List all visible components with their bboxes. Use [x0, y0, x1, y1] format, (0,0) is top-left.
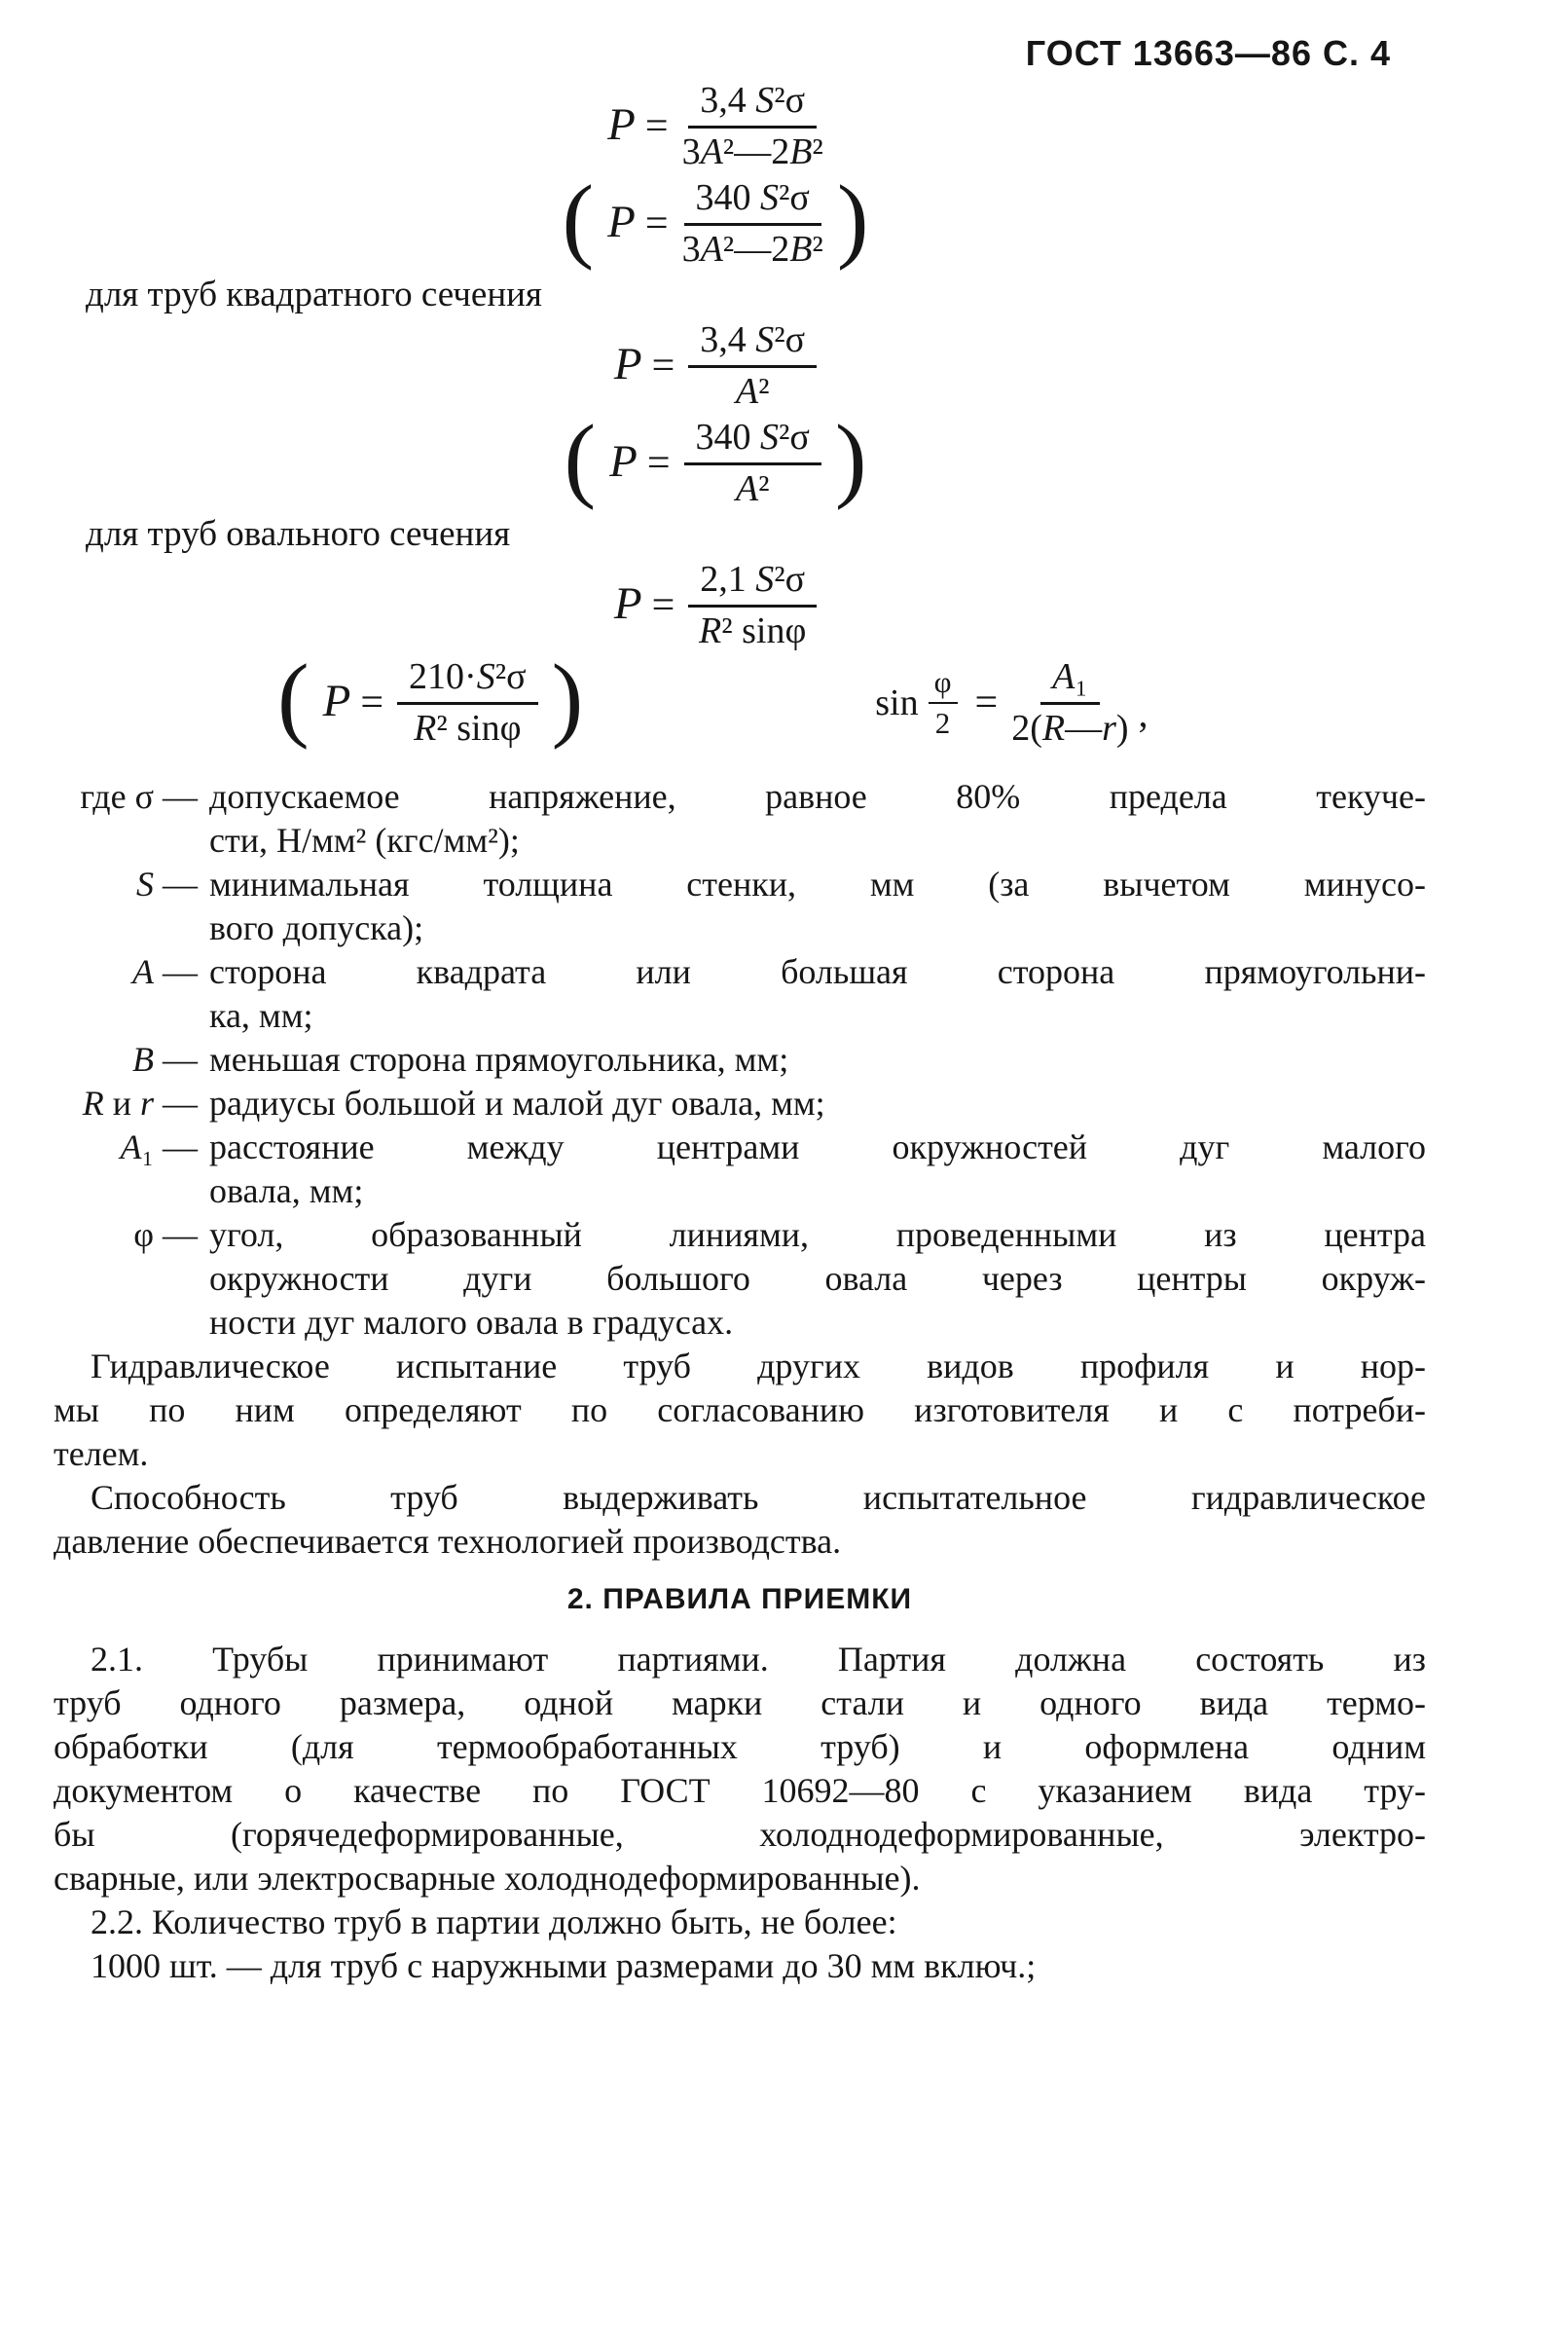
paragraph-line: документом о качестве по ГОСТ 10692—80 с указанием вида тру- [54, 1771, 1426, 1810]
paragraph [54, 1638, 1426, 1901]
open-paren: ( [564, 406, 597, 511]
definition-row [54, 1213, 1426, 1345]
paragraph-line: обработки (для термообработанных труб) и оформлена одним [54, 1727, 1426, 1766]
paragraph [54, 1345, 1426, 1476]
body-paragraphs [54, 1345, 1426, 1564]
formula-row [54, 557, 1377, 654]
paragraph-line: 2.2. Количество труб в партии должно быть, не более: [91, 1902, 897, 1941]
fraction-numerator: A₁ [1040, 656, 1099, 705]
fraction [682, 177, 823, 271]
fraction-numerator: 340 S²σ [684, 177, 821, 226]
formula-lhs: P [613, 578, 642, 629]
formula-label: для труб овального сечения [86, 514, 511, 554]
definition-line: вого допуска); [209, 908, 424, 947]
formula-blocks [54, 78, 1377, 654]
definition-row [54, 1038, 1426, 1082]
fraction [682, 80, 823, 173]
definition-term: R и r — [82, 1084, 198, 1123]
paragraph [54, 1476, 1426, 1564]
open-paren: ( [562, 166, 595, 272]
sin-function-name: sin [875, 683, 919, 723]
paragraph-line: телем. [54, 1434, 149, 1473]
fraction [684, 417, 821, 510]
paragraph-line: давление обеспечивается технологией производства. [54, 1522, 842, 1561]
fraction [688, 319, 817, 413]
symbol-definitions [54, 775, 1426, 1345]
definition-line: сторона квадрата или большая сторона прямоугольни- [209, 952, 1426, 991]
definition-line: угол, образованный линиями, проведенными из центра [209, 1215, 1426, 1254]
formula-row [54, 317, 1377, 415]
definition-term: A₁ — [120, 1127, 198, 1166]
fraction-denominator: A² [735, 370, 770, 412]
formula [564, 406, 867, 511]
formula-lhs: P [607, 197, 636, 247]
formula-lhs: P [613, 339, 642, 389]
fraction-numerator: 3,4 S²σ [688, 80, 817, 129]
paragraph-line: Способность труб выдерживать испытательное гидравлическое [91, 1478, 1426, 1517]
close-paren: ) [836, 166, 869, 272]
formula [277, 646, 584, 751]
equals-sign: = [644, 202, 669, 246]
fraction-denominator: R² sinφ [699, 609, 807, 651]
definition-term: B — [132, 1040, 198, 1079]
paragraph-line: бы (горячедеформированные, холоднодеформированные, электро- [54, 1815, 1426, 1854]
equals-sign: = [651, 583, 675, 628]
definition-term: S — [136, 865, 198, 904]
formula-lhs: P [322, 676, 351, 726]
fraction-numerator: 340 S²σ [684, 417, 821, 465]
page-content [54, 0, 1426, 1988]
formula [607, 80, 823, 173]
equals-sign: = [646, 441, 671, 486]
fraction-numerator: 3,4 S²σ [688, 319, 817, 368]
definition-line: сти, Н/мм² (кгс/мм²); [209, 821, 520, 860]
formula-row [54, 406, 1377, 512]
angle-fraction [929, 666, 958, 739]
equals-sign: = [651, 344, 675, 388]
formula [614, 319, 817, 413]
fraction-denominator: A² [735, 467, 770, 509]
definition-body [209, 1126, 1426, 1213]
paragraph-line: мы по ним определяют по согласованию изготовителя и с потреби- [54, 1390, 1426, 1429]
definition-line: минимальная толщина стенки, мм (за вычетом минусо- [209, 865, 1426, 904]
paragraph-line: 2.1. Трубы принимают партиями. Партия должна состоять из [91, 1640, 1426, 1679]
paragraph [54, 1944, 1426, 1988]
close-paren: ) [551, 646, 584, 751]
page-number-header: ГОСТ 13663—86 С. 4 [1025, 33, 1391, 73]
fraction [397, 656, 538, 750]
definition-body [209, 1038, 1426, 1082]
formula-row [54, 78, 1377, 175]
fraction-numerator: 2,1 S²σ [688, 559, 817, 608]
definition-row [54, 1082, 1426, 1126]
definition-line: овала, мм; [209, 1171, 364, 1210]
definition-line: расстояние между центрами окружностей дуг малого [209, 1127, 1426, 1166]
paragraph-line: 1000 шт. — для труб с наружными размерами до 30 мм включ.; [91, 1946, 1037, 1985]
fraction-denominator: R² sinφ [414, 707, 522, 749]
paragraph-line: Гидравлическое испытание труб других видов профиля и нор- [91, 1347, 1426, 1385]
definition-row [54, 775, 1426, 863]
fraction [1011, 656, 1128, 750]
fraction-denominator: 2(R—r) [1011, 707, 1129, 749]
definition-line: допускаемое напряжение, равное 80% предела текуче- [209, 777, 1426, 816]
paragraph-line: труб одного размера, одной марки стали и одного вида термо- [54, 1683, 1426, 1722]
definition-term: где σ — [80, 777, 198, 816]
trailing-comma: , [1138, 691, 1149, 736]
formula-lhs: P [607, 99, 636, 150]
definition-body [209, 775, 1426, 863]
close-paren: ) [834, 406, 867, 511]
definition-line: ности дуг малого овала в градусах. [209, 1303, 734, 1342]
paragraph [54, 1901, 1426, 1944]
open-paren: ( [277, 646, 310, 751]
definition-term: A — [132, 952, 198, 991]
formula-lhs: P [609, 436, 638, 487]
formula-row [54, 166, 1377, 273]
definition-row [54, 950, 1426, 1038]
formula-pair-row [54, 646, 1377, 752]
formula [614, 559, 817, 652]
fraction-numerator: 210·S²σ [397, 656, 538, 705]
definition-body [209, 863, 1426, 950]
definition-line: ка, мм; [209, 996, 313, 1035]
formula-oval-parenthesized [277, 646, 584, 751]
definition-line: окружности дуги большого овала через центры окруж- [209, 1259, 1426, 1298]
definition-body [209, 950, 1426, 1038]
definition-line: меньшая сторона прямоугольника, мм; [209, 1040, 789, 1079]
fraction-denominator: 2 [934, 705, 951, 740]
formula [562, 166, 869, 272]
fraction-denominator: 3A²—2B² [681, 228, 823, 270]
fraction [688, 559, 817, 652]
definition-row [54, 863, 1426, 950]
definition-term: φ — [133, 1215, 198, 1254]
fraction-denominator: 3A²—2B² [681, 130, 823, 172]
fraction-numerator: φ [929, 666, 958, 703]
equals-sign: = [974, 681, 999, 725]
section-heading: 2. ПРАВИЛА ПРИЕМКИ [566, 1583, 913, 1615]
formula-sin-half-angle [875, 656, 1148, 750]
definition-body [209, 1213, 1426, 1345]
definition-row [54, 1126, 1426, 1213]
definition-line: радиусы большой и малой дуг овала, мм; [209, 1084, 825, 1123]
paragraph-line: сварные, или электросварные холоднодеформированные). [54, 1859, 921, 1898]
definition-body [209, 1082, 1426, 1126]
acceptance-rules-paragraphs [54, 1638, 1426, 1988]
formula-label: для труб квадратного сечения [86, 275, 542, 314]
equals-sign: = [360, 681, 384, 725]
formula-section [54, 78, 1377, 752]
equals-sign: = [644, 104, 669, 149]
